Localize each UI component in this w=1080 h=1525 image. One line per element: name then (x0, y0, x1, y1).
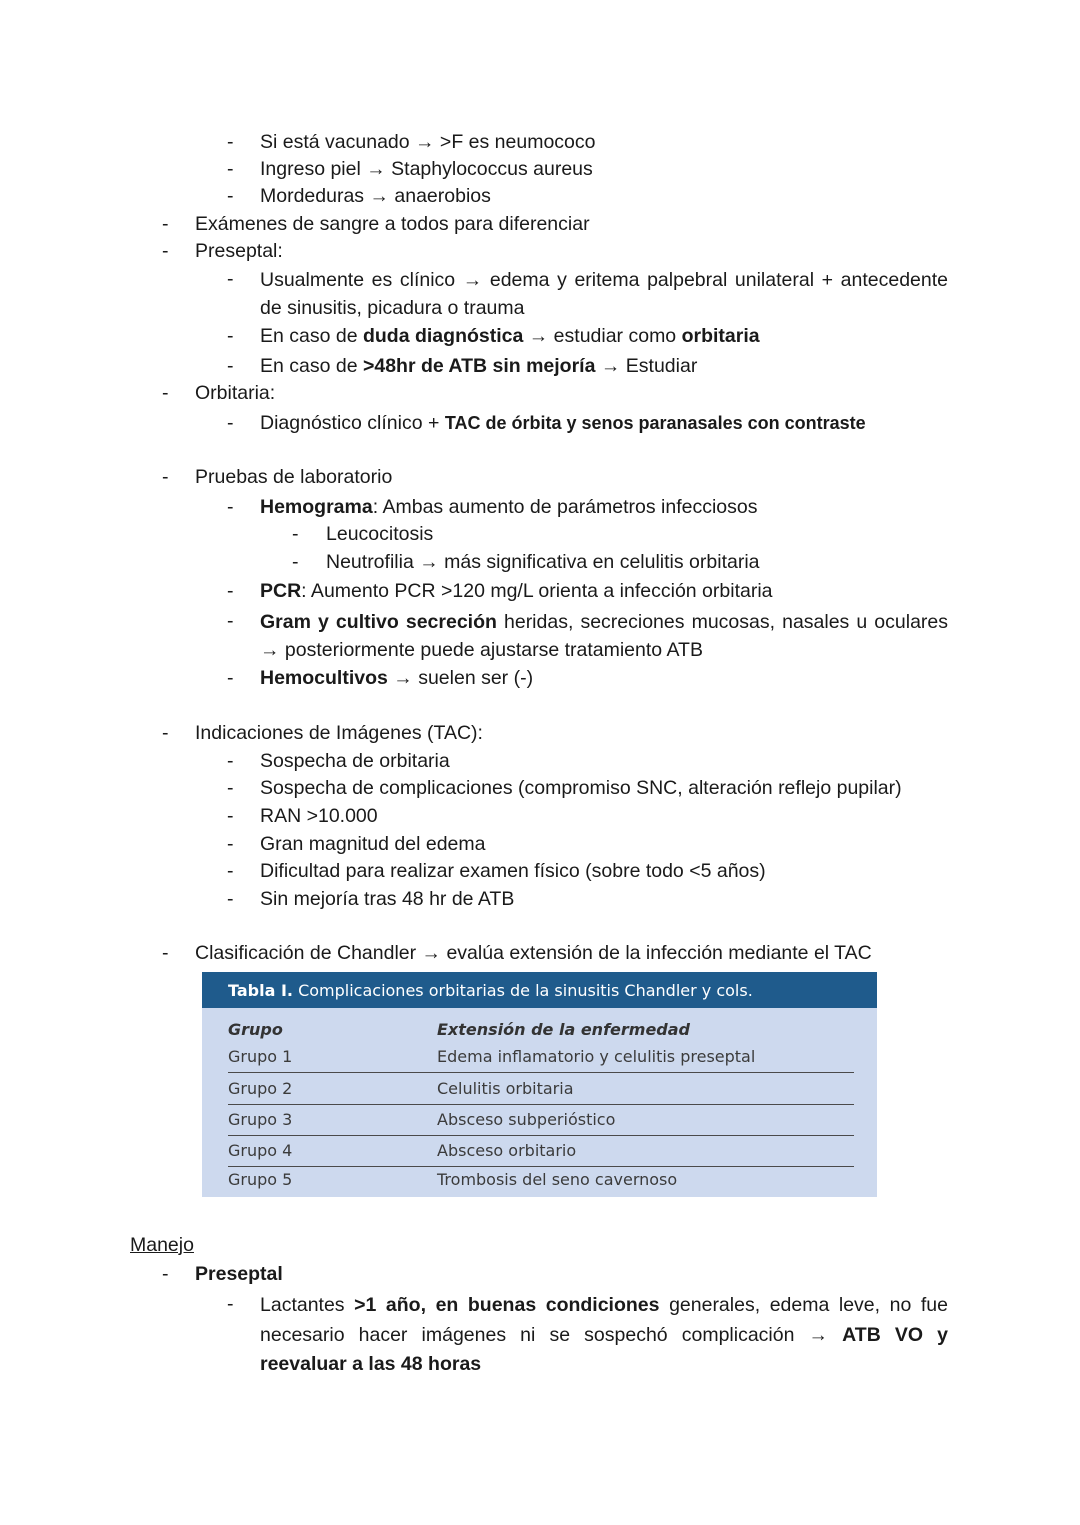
bullet-dash: - (227, 131, 234, 153)
list-item: Dificultad para realizar examen físico (sobre todo <5 años) (260, 860, 766, 882)
table-row (228, 1165, 854, 1195)
bullet-dash: - (292, 551, 299, 573)
bullet-dash: - (227, 158, 234, 180)
list-item: Gram y cultivo secreción heridas, secreciones mucosas, nasales u oculares → posteriormente puede ajustarse tratamiento ATB (260, 611, 949, 661)
bullet-dash: - (162, 466, 169, 488)
list-item: Sin mejoría tras 48 hr de ATB (260, 888, 515, 910)
table-cell: Edema inflamatorio y celulitis preseptal (437, 1047, 756, 1066)
list-item: Ingreso piel → Staphylococcus aureus (260, 158, 593, 180)
bullet-dash: - (227, 750, 234, 772)
bullet-dash: - (227, 888, 234, 910)
section-heading: Manejo (130, 1234, 194, 1256)
list-item: Leucocitosis (326, 523, 434, 545)
bullet-dash: - (162, 213, 169, 235)
list-item: Usualmente es clínico → edema y eritema palpebral unilateral + antecedente de sinusitis, picadura o trauma (260, 269, 948, 319)
table-cell: Grupo 5 (228, 1170, 293, 1189)
table-cell: Grupo 2 (228, 1079, 293, 1098)
table-cell: Absceso orbitario (437, 1141, 577, 1160)
bullet-dash: - (227, 610, 234, 632)
table-row (228, 1042, 854, 1072)
bullet-dash: - (162, 942, 169, 964)
list-item: RAN >10.000 (260, 805, 378, 827)
bullet-dash: - (162, 240, 169, 262)
list-item: Exámenes de sangre a todos para diferenciar (195, 213, 590, 235)
bullet-dash: - (227, 355, 234, 377)
table-cell: Absceso subperióstico (437, 1110, 616, 1129)
bullet-dash: - (162, 382, 169, 404)
table-row (228, 1105, 854, 1135)
table-title: Tabla I. Complicaciones orbitarias de la sinusitis Chandler y cols. (202, 972, 877, 1008)
table-cell: Celulitis orbitaria (437, 1079, 574, 1098)
bullet-dash: - (227, 185, 234, 207)
bullet-dash: - (227, 667, 234, 689)
bullet-dash: - (227, 833, 234, 855)
chandler-table (202, 972, 877, 1197)
table-row (228, 1136, 854, 1166)
bullet-dash: - (292, 523, 299, 545)
table-header-row (228, 1015, 854, 1045)
list-item: Neutrofilia → más significativa en celulitis orbitaria (326, 551, 760, 573)
list-item: Hemocultivos → suelen ser (-) (260, 667, 534, 689)
table-row (228, 1074, 854, 1104)
column-header: Extensión de la enfermedad (437, 1020, 690, 1039)
bullet-dash: - (162, 1263, 169, 1285)
list-item: Mordeduras → anaerobios (260, 185, 491, 207)
bullet-dash: - (227, 580, 234, 602)
list-item: PCR: Aumento PCR >120 mg/L orienta a infección orbitaria (260, 580, 773, 602)
bullet-dash: - (227, 1293, 234, 1315)
table-cell: Grupo 4 (228, 1141, 293, 1160)
bullet-dash: - (227, 860, 234, 882)
table-cell: Trombosis del seno cavernoso (437, 1170, 678, 1189)
bullet-dash: - (227, 268, 234, 290)
column-header: Grupo (228, 1020, 283, 1039)
bullet-dash: - (227, 412, 234, 434)
list-item: Diagnóstico clínico + TAC de órbita y senos paranasales con contraste (260, 412, 866, 434)
bullet-dash: - (227, 496, 234, 518)
bullet-dash: - (227, 777, 234, 799)
list-item: Lactantes >1 año, en buenas condiciones generales, edema leve, no fue necesario hacer imágenes ni se sospechó complicación → ATB VO y reevaluar a las 48 horas (260, 1294, 949, 1375)
list-item: Sospecha de orbitaria (260, 750, 450, 772)
table-cell: Grupo 3 (228, 1110, 293, 1129)
bullet-dash: - (162, 722, 169, 744)
list-item: Clasificación de Chandler → evalúa extensión de la infección mediante el TAC (195, 942, 872, 964)
list-item: Preseptal (195, 1263, 283, 1285)
table-cell: Grupo 1 (228, 1047, 293, 1066)
list-item: Sospecha de complicaciones (compromiso SNC, alteración reflejo pupilar) (260, 777, 902, 799)
list-item: Hemograma: Ambas aumento de parámetros infecciosos (260, 496, 758, 518)
list-item: Preseptal: (195, 240, 283, 262)
list-item: Orbitaria: (195, 382, 276, 404)
list-item: Indicaciones de Imágenes (TAC): (195, 722, 483, 744)
bullet-dash: - (227, 805, 234, 827)
list-item: En caso de >48hr de ATB sin mejoría → Estudiar (260, 355, 698, 377)
list-item: Si está vacunado → >F es neumococo (260, 131, 596, 153)
list-item: Pruebas de laboratorio (195, 466, 393, 488)
list-item: En caso de duda diagnóstica → estudiar como orbitaria (260, 325, 760, 347)
bullet-dash: - (227, 325, 234, 347)
list-item: Gran magnitud del edema (260, 833, 486, 855)
row-divider (228, 1072, 854, 1073)
